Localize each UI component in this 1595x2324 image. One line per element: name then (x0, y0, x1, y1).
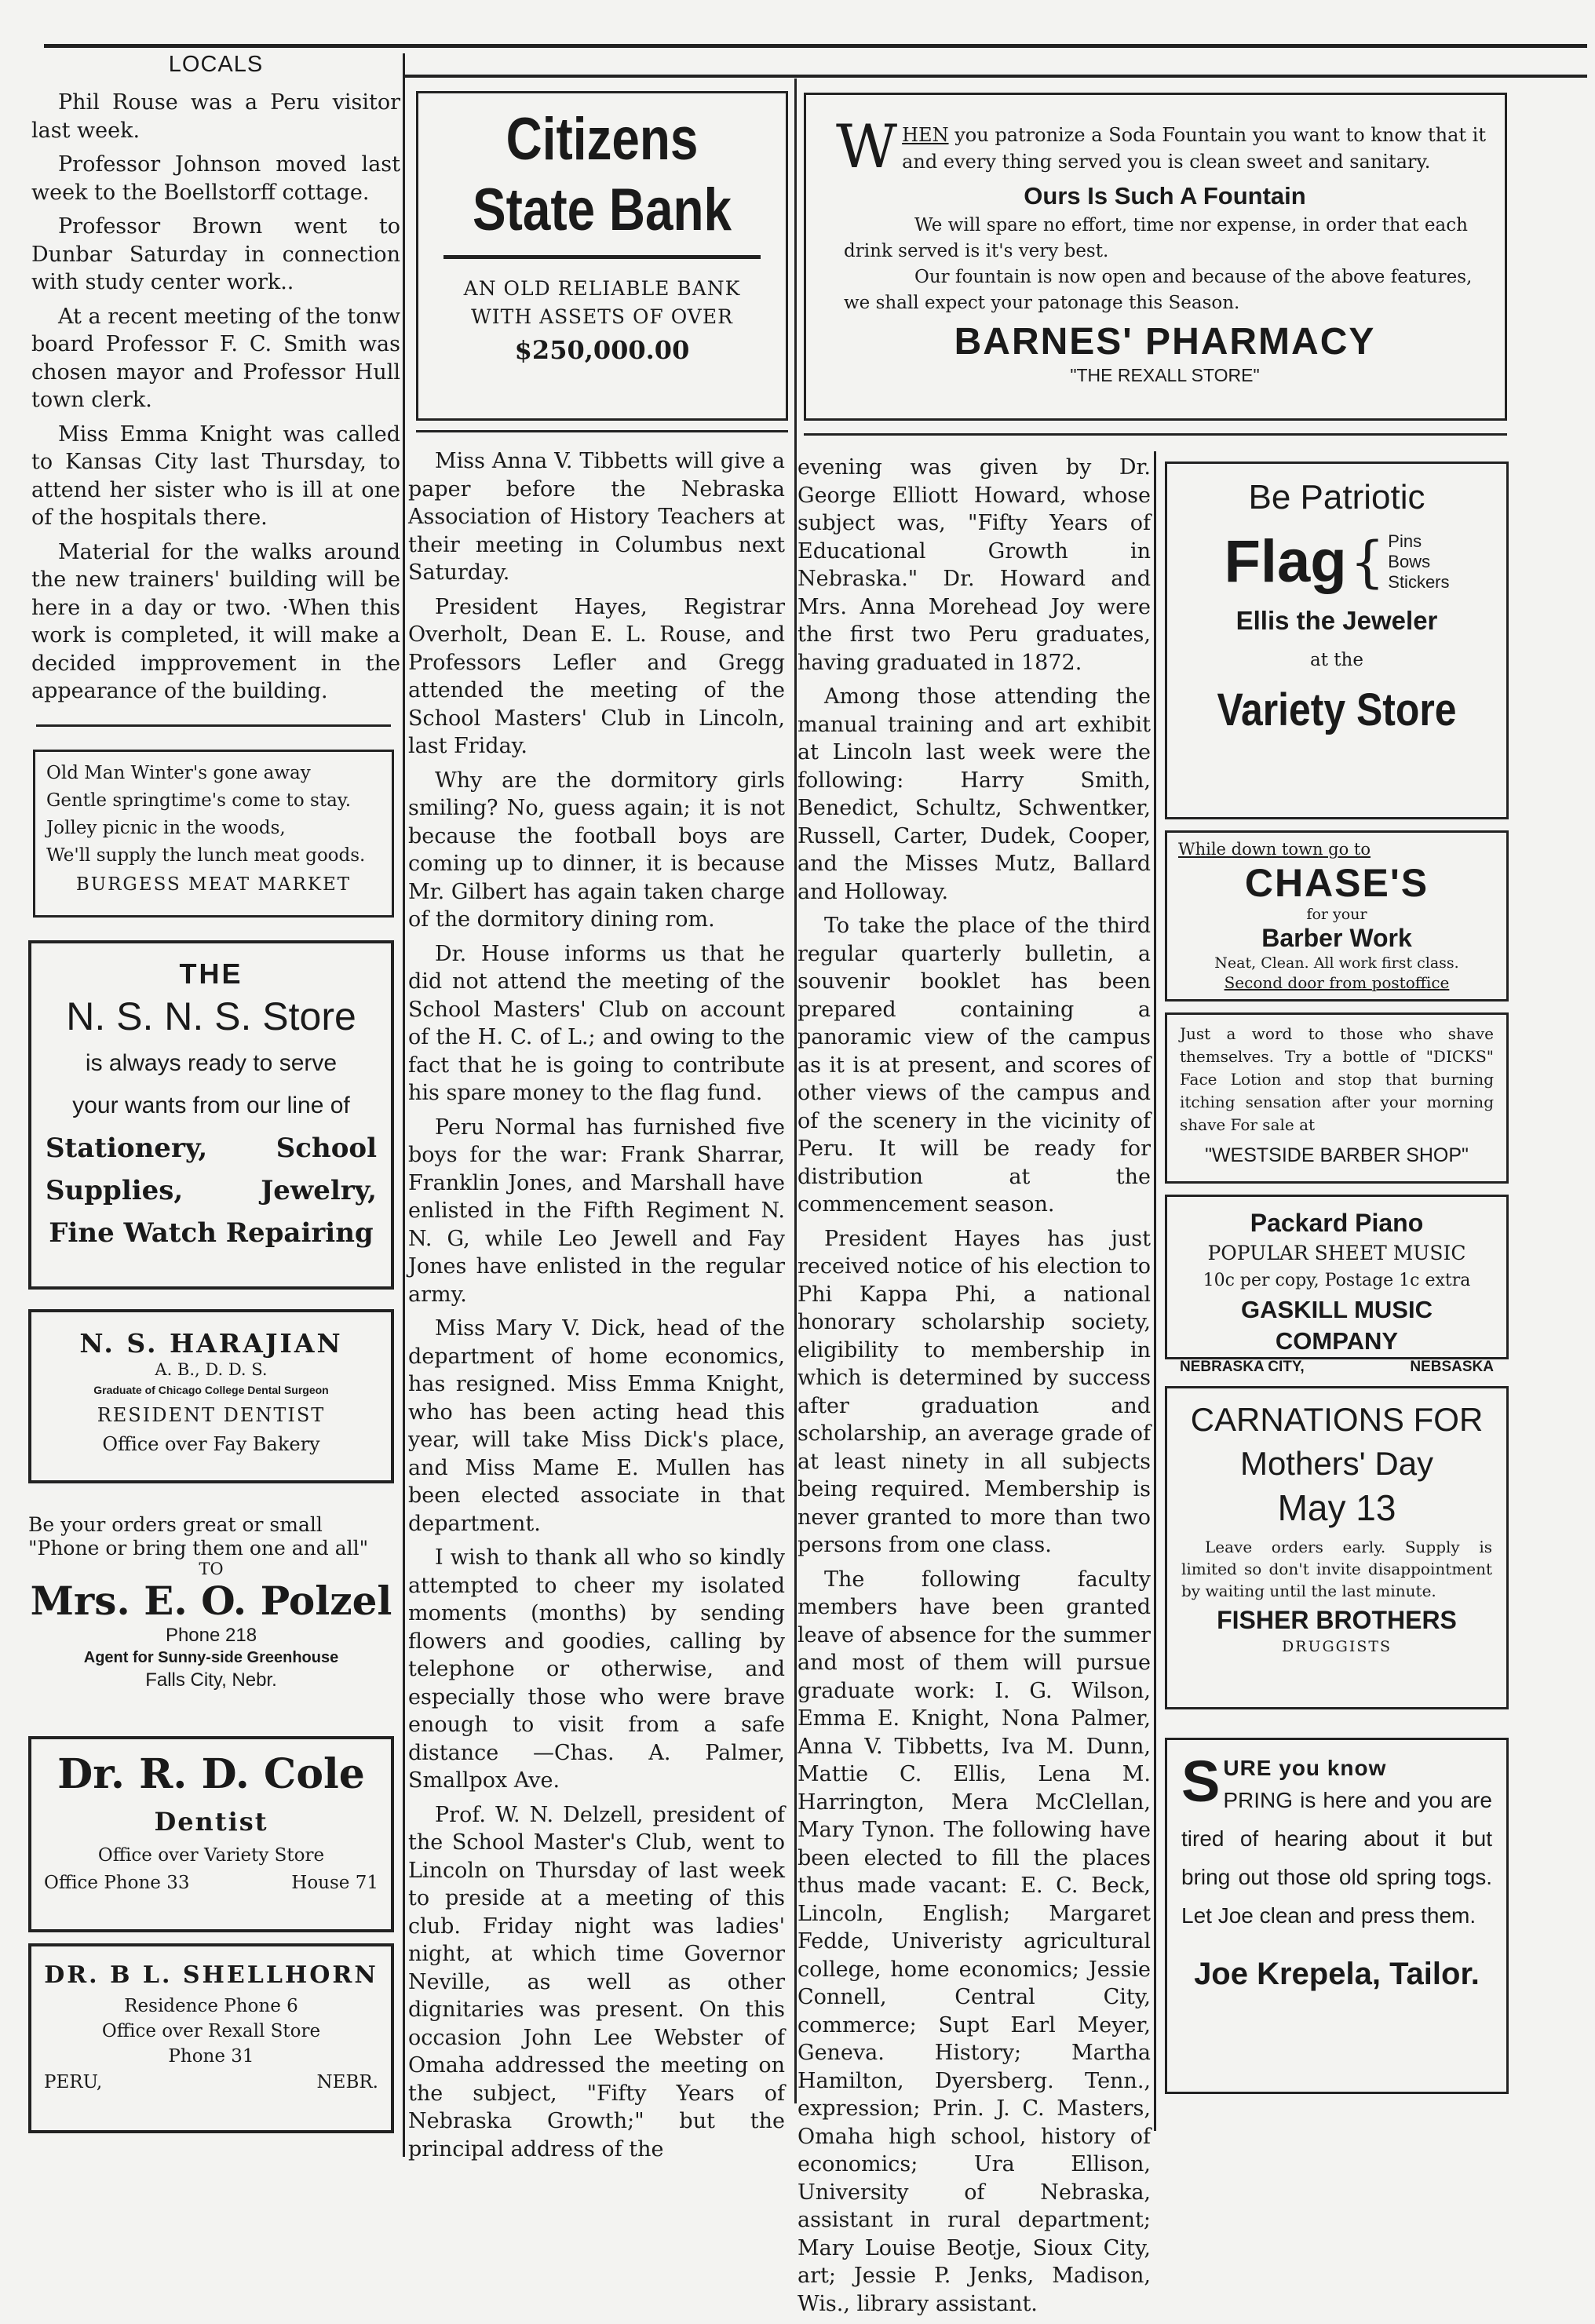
piano-price: 10c per copy, Postage 1c extra (1203, 1271, 1471, 1290)
piano-location (1180, 1357, 1494, 1377)
meat-market-line: We'll supply the lunch meat goods. (46, 845, 366, 866)
column-divider-1 (403, 53, 405, 2157)
article-paragraph: President Hayes, Registrar Overholt, Dean E. L. Rouse, and Professors Lefler and Gregg attended the meeting of the School Masters' Club in Lincoln, last Friday. (408, 594, 785, 758)
nsns-line5: Fine Watch Repairing (49, 1217, 374, 1249)
harajian-degrees: A. B., D. D. S. (155, 1360, 268, 1379)
article-paragraph: President Hayes has just received notice of his election to Phi Kappa Phi, a national honorary scholarship society, eligibility to membership in which is determined by success after graduation and scholarship, an average grade of at least ninety in all subjects being required. Membership is never granted to more than two persons from one class. (798, 1226, 1151, 1557)
pharmacy-tagline: "THE REXALL STORE" (1070, 365, 1260, 385)
nsns-line2: your wants from our line of (72, 1093, 350, 1118)
carnations-ad (1165, 1386, 1509, 1709)
patriotic-jeweler: Ellis the Jeweler (1235, 606, 1438, 635)
column3-articles (798, 454, 1151, 2324)
nsns-store-ad (28, 940, 394, 1290)
locals-item: Professor Johnson moved last week to the Boellstorff cottage. (31, 152, 400, 205)
polzel-agent: Agent for Sunny-side Greenhouse (83, 1649, 339, 1666)
article-paragraph: To take the place of the third regular quarterly bulletin, a souvenir booklet has been prepared containing a panoramic view of the campus as it is at present, and scores of other views of the campus and of the scenery in the vicinity of Peru. It will be ready for distribution at the commencement season. (798, 914, 1151, 1217)
piano-name: Packard Piano (1250, 1209, 1424, 1237)
pharmacy-name: BARNES' PHARMACY (954, 321, 1376, 363)
cole-ad (28, 1736, 394, 1932)
pharmacy-intro-text: you patronize a Soda Fountain you want to know that it and every thing served you is clean sweet and sanitary. (902, 124, 1486, 173)
shellhorn-ad (28, 1943, 394, 2133)
tailor-caps: URE you know (1223, 1756, 1387, 1780)
carnations-line1: CARNATIONS FOR (1190, 1401, 1484, 1438)
article-paragraph: evening was given by Dr. George Elliott Howard, whose subject was, "Fifty Years of Educational Growth in Nebraska." Dr. Howard and Mrs. Anna Morehead Joy were the first two Peru graduates, having graduated in 1872. (798, 455, 1151, 675)
article-paragraph: Miss Mary V. Dick, head of the department of home economics, has resigned. Miss Emma Knight, who has been acting head this year, will take Miss Dick's place, and Miss Mame E. Mullen has been elected associate in that department. (408, 1316, 785, 1536)
tailor-text: PRING is here and you are tired of hearing about it but bring out those old spring togs. Let Joe clean and press them. (1181, 1788, 1492, 1928)
carnations-name: FISHER BROTHERS (1217, 1606, 1457, 1634)
westside-name: "WESTSIDE BARBER SHOP" (1205, 1144, 1469, 1166)
cole-title: Dentist (154, 1807, 268, 1837)
piano-music: POPULAR SHEET MUSIC (1207, 1242, 1466, 1264)
meat-market-signature: BURGESS MEAT MARKET (75, 874, 352, 895)
carnations-line3: May 13 (1277, 1487, 1396, 1528)
carnations-line2: Mothers' Day (1239, 1445, 1434, 1482)
column-divider-3 (1154, 451, 1156, 2131)
bank-amount: $250,000.00 (514, 335, 690, 365)
column-divider-2 (794, 78, 797, 2103)
top-rule-2 (405, 75, 1587, 78)
carnations-sub: DRUGGISTS (1281, 1638, 1392, 1655)
chase-name: CHASE'S (1244, 861, 1429, 905)
pharmacy-p1: We will spare no effort, time nor expense, in order that each drink served is it's very best. (844, 215, 1468, 261)
pharmacy-ad (804, 93, 1507, 421)
harajian-name: N. S. HARAJIAN (79, 1328, 343, 1359)
article-paragraph: Among those attending the manual training and art exhibit at Lincoln last week were the following: Harry Smith, Benedict, Schultz, Schwentker, Russell, Carter, Dudek, Cooper, and the Misses Mutz, Ballard and Holloway. (798, 684, 1151, 904)
patriotic-items (1388, 531, 1449, 593)
article-paragraph: Peru Normal has furnished five boys for the war: Frank Sharrar, Franklin Jones, and Marshall have enlisted in the Fifth Regiment N. N. G, while Leo Jewell and Fay Jones have enlisted in the regular army. (408, 1115, 785, 1307)
harajian-ad (28, 1309, 394, 1483)
polzel-phone: Phone 218 (165, 1625, 257, 1646)
shellhorn-nebr: NEBR. (316, 2072, 378, 2092)
locals-item: Phil Rouse was a Peru visitor last week. (31, 90, 400, 143)
article-paragraph: Dr. House informs us that he did not attend the meeting of the School Masters' Club on account of the H. C. of L.; and owing to the fact that he is going to contribute his spare money to the flag fund. (408, 941, 785, 1105)
column2-articles (408, 447, 785, 2169)
patriotic-store: Variety Store (1217, 684, 1457, 735)
nsns-line3 (46, 1127, 377, 1169)
bank-name-line2: State Bank (473, 177, 732, 243)
cole-office-phone: Office Phone 33 (44, 1873, 190, 1893)
nsns-line4 (46, 1169, 377, 1212)
tailor-name: Joe Krepela, Tailor. (1194, 1957, 1480, 1991)
patriotic-bows: Bows (1388, 552, 1431, 571)
chase-neat: Neat, Clean. All work first class. (1214, 954, 1459, 972)
nsns-word-school: School (276, 1133, 377, 1164)
meat-market-line: Gentle springtime's come to stay. (46, 790, 352, 811)
nsns-word-stationery: Stationery, (46, 1133, 208, 1164)
pharmacy-intro (836, 111, 1486, 181)
bank-ad (416, 91, 788, 421)
harajian-title: RESIDENT DENTIST (97, 1404, 326, 1426)
harajian-office: Office over Fay Bakery (102, 1433, 320, 1455)
pharmacy-heading: Ours Is Such A Fountain (1024, 182, 1306, 210)
pharmacy-bottom-rule (804, 433, 1507, 436)
nsns-line1: is always ready to serve (85, 1050, 338, 1076)
meat-market-line: Old Man Winter's gone away (46, 763, 311, 783)
shellhorn-office: Office over Rexall Store (101, 2021, 321, 2041)
locals-item: Professor Brown went to Dunbar Saturday in connection with study center work.. (31, 214, 400, 294)
shellhorn-phone: Phone 31 (168, 2046, 254, 2067)
nsns-word-jewelry: Jewelry, (261, 1175, 377, 1206)
article-paragraph: Why are the dormitory girls smiling? No, guess again; it is not because the football boys are coming up to dinner, it is because Mr. Gilbert has again taken charge of the dormitory dining rom. (408, 768, 785, 932)
polzel-name: Mrs. E. O. Polzel (30, 1578, 392, 1624)
nsns-store-name: N. S. N. S. Store (66, 994, 356, 1038)
patriotic-line1: Be Patriotic (1248, 478, 1425, 516)
polzel-city: Falls City, Nebr. (145, 1669, 277, 1691)
nsns-word-supplies: Supplies, (46, 1175, 184, 1206)
polzel-line2: "Phone or bring them one and all" (28, 1537, 369, 1560)
harajian-school: Graduate of Chicago College Dental Surgeon (93, 1384, 329, 1396)
shellhorn-location (44, 2069, 378, 2096)
article-paragraph: Prof. W. N. Delzell, president of the School Master's Club, went to Lincoln on Thursday of last week to preside at a meeting of this club. Friday night was ladies' night, at which time Governor Neville, as well as other dignitaries was present. On this occasion John Lee Webster of Omaha addressed the meeting on the subject, "Fifty Years of Nebraska Growth;" but the principal address of the (408, 1802, 785, 2162)
patriotic-ad (1165, 462, 1509, 819)
pharmacy-p2: Our fountain is now open and because of the above features, we shall expect your patonage this Season. (844, 267, 1473, 313)
patriotic-stickers: Stickers (1388, 572, 1450, 592)
patriotic-brace: { (1349, 530, 1385, 594)
chase-work: Barber Work (1261, 924, 1412, 952)
locals-heading: LOCALS (168, 52, 264, 77)
piano-ad (1165, 1195, 1509, 1375)
pharmacy-intro-caps: HEN (902, 124, 949, 146)
bank-tag2: WITH ASSETS OF OVER (471, 305, 733, 328)
polzel-ad (28, 1513, 394, 1709)
shellhorn-name: DR. B L. SHELLHORN (44, 1961, 378, 1989)
meat-market-line: Jolley picnic in the woods, (46, 818, 286, 838)
locals-item: Material for the walks around the new trainers' building will be here in a day or two. ·When this work is completed, it will make a decided impprovement in the appearance of the building. (31, 539, 400, 703)
chase-door: Second door from postoffice (1224, 973, 1450, 992)
westside-barber-ad (1165, 1012, 1509, 1184)
article-paragraph: I wish to thank all who so kindly attempted to cheer my isolated moments (months) by sending flowers and goodies, calling by telephone or otherwise, and especially those who were brave enough to visit from a safe distance —Chas. A. Palmer, Smallpox Ave. (408, 1545, 785, 1793)
bank-rule (443, 255, 761, 259)
cole-office: Office over Variety Store (97, 1845, 325, 1866)
chase-lead: While down town go to (1178, 840, 1371, 859)
carnations-text: Leave orders early. Supply is limited so don't invite disappointment by waiting until the last minute. (1181, 1538, 1492, 1600)
westside-text: Just a word to those who shave themselves. Try a bottle of "DICKS" Face Lotion and stop that burning itching sensation after your morning shave For sale at (1180, 1024, 1494, 1134)
pharmacy-initial: W (836, 111, 898, 181)
cole-house-phone: House 71 (291, 1873, 378, 1893)
bank-name-line1: Citizens (506, 106, 699, 173)
tailor-ad (1165, 1738, 1509, 2094)
locals-section (31, 52, 400, 712)
shellhorn-residence: Residence Phone 6 (124, 1996, 298, 2016)
chase-ad (1165, 830, 1509, 1001)
cole-name: Dr. R. D. Cole (57, 1750, 365, 1798)
article-paragraph: The following faculty members have been granted leave of absence for the summer and most of them will pursue graduate work: I. G. Wilson, Emma E. Knight, Nona Palmer, Anna V. Tibbetts, Iva M. Dunn, Mattie C. Ellis, Lena M. Harrington, Mera McClellan, Mary Tynon. The following have been elected to fill the places thus made vacant: E. C. Beck, Lincoln, English; Margaret Fedde, Univeristy agricultural college, home economics; Jessie Connell, Central City, commerce; Supt Earl Meyer, Geneva. History; Martha Hamilton, Dyersberg. Tenn., expression; Prin. J. C. Masters, Omaha high school, history of economics; Ura Ellison, University of Nebraska, assistant in rural department; Mary Louise Beotje, Sioux City, art; Jessie P. Jenks, Madison, Wis., library assistant. (798, 1567, 1151, 2316)
patriotic-at: at the (1310, 650, 1363, 670)
meat-market-ad (33, 750, 394, 918)
patriotic-pins: Pins (1388, 531, 1422, 551)
shellhorn-peru: PERU, (44, 2072, 103, 2092)
patriotic-flag-row (1180, 527, 1494, 597)
tailor-initial: S (1181, 1749, 1221, 1814)
bank-tag1: AN OLD RELIABLE BANK (463, 277, 741, 300)
cole-phones (44, 1870, 378, 1896)
piano-state: NEBSASKA (1410, 1359, 1494, 1375)
locals-item: At a recent meeting of the tonw board Professor F. C. Smith was chosen mayor and Professor Hull town clerk. (31, 304, 400, 412)
patriotic-flag: Flag (1224, 528, 1347, 595)
locals-bottom-rule (36, 724, 391, 727)
bank-bottom-rule (416, 430, 788, 432)
polzel-to: TO (199, 1560, 224, 1578)
nsns-the: THE (179, 958, 243, 990)
locals-item: Miss Emma Knight was called to Kansas City last Thursday, to attend her sister who is ill at one of the hospitals there. (31, 421, 400, 530)
article-paragraph: Miss Anna V. Tibbetts will give a paper before the Nebraska Association of History Teachers at their meeting in Columbus next Saturday. (408, 449, 785, 585)
polzel-line1: Be your orders great or small (28, 1513, 323, 1536)
top-rule (44, 44, 1587, 48)
chase-for: for your (1306, 906, 1367, 923)
tailor-text-block (1181, 1749, 1492, 1935)
piano-city: NEBRASKA CITY, (1180, 1359, 1305, 1375)
piano-company: GASKILL MUSIC COMPANY (1241, 1296, 1433, 1355)
